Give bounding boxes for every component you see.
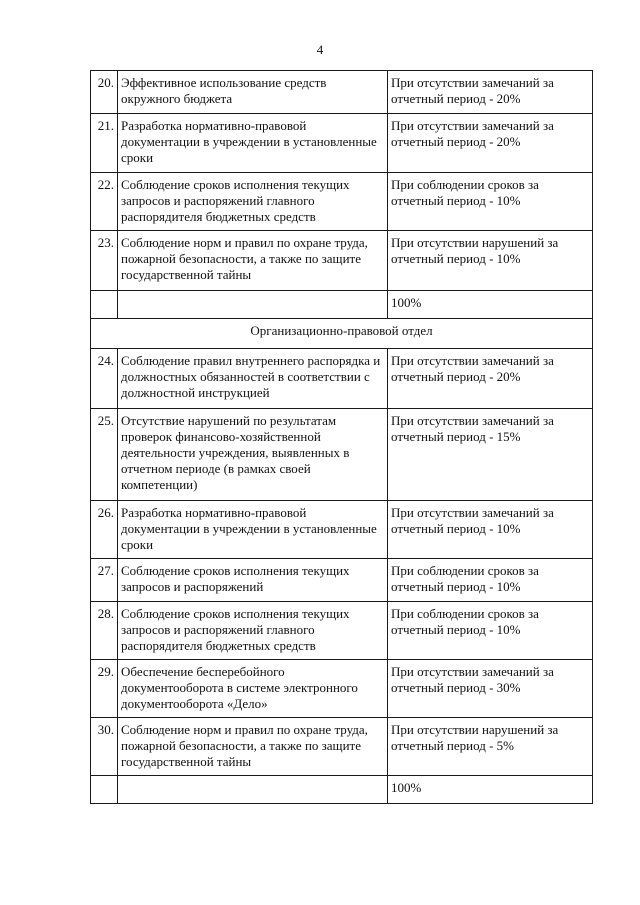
table-row [91,409,593,501]
section-row [91,319,593,349]
row-number: 21. [91,114,118,173]
total-empty-text [118,291,388,319]
table-row [91,231,593,291]
row-number: 29. [91,660,118,718]
criterion-text: Соблюдение норм и правил по охране труда, пожарной безопасности, а также по защите государственной тайны [118,231,388,291]
criterion-condition: При отсутствии замечаний за отчетный период - 30% [388,660,593,718]
table-row [91,602,593,660]
criterion-text: Соблюдение сроков исполнения текущих запросов и распоряжений [118,559,388,602]
criterion-text: Соблюдение сроков исполнения текущих запросов и распоряжений главного распорядителя бюджетных средств [118,173,388,231]
criterion-text: Отсутствие нарушений по результатам проверок финансово-хозяйственной деятельности учреждения, выявленных в отчетном периоде (в рамках своей компетенции) [118,409,388,501]
criterion-text: Соблюдение норм и правил по охране труда, пожарной безопасности, а также по защите государственной тайны [118,718,388,776]
table-row [91,660,593,718]
total-row [91,776,593,804]
table-row [91,501,593,559]
page-number: 4 [316,42,324,57]
table-row [91,349,593,409]
criterion-condition: При отсутствии нарушений за отчетный период - 5% [388,718,593,776]
total-empty-num [91,776,118,804]
criterion-condition: При соблюдении сроков за отчетный период - 10% [388,602,593,660]
table-row [91,71,593,114]
section-title: Организационно-правовой отдел [91,319,593,349]
table-row [91,718,593,776]
row-number: 27. [91,559,118,602]
row-number: 24. [91,349,118,409]
criterion-condition: При соблюдении сроков за отчетный период - 10% [388,559,593,602]
criterion-condition: При соблюдении сроков за отчетный период - 10% [388,173,593,231]
criterion-condition: При отсутствии замечаний за отчетный период - 15% [388,409,593,501]
criterion-text: Соблюдение сроков исполнения текущих запросов и распоряжений главного распорядителя бюджетных средств [118,602,388,660]
criterion-condition: При отсутствии замечаний за отчетный период - 10% [388,501,593,559]
criterion-text: Разработка нормативно-правовой документации в учреждении в установленные сроки [118,114,388,173]
total-value: 100% [388,776,593,804]
table-row [91,173,593,231]
row-number: 23. [91,231,118,291]
row-number: 28. [91,602,118,660]
total-empty-num [91,291,118,319]
total-value: 100% [388,291,593,319]
criterion-text: Эффективное использование средств окружного бюджета [118,71,388,114]
table-row [91,114,593,173]
total-empty-text [118,776,388,804]
criterion-condition: При отсутствии замечаний за отчетный период - 20% [388,349,593,409]
row-number: 22. [91,173,118,231]
criterion-condition: При отсутствии замечаний за отчетный период - 20% [388,71,593,114]
criterion-condition: При отсутствии замечаний за отчетный период - 20% [388,114,593,173]
criterion-text: Разработка нормативно-правовой документации в учреждении в установленные сроки [118,501,388,559]
total-row [91,291,593,319]
criterion-text: Обеспечение бесперебойного документооборота в системе электронного документооборота «Дело» [118,660,388,718]
criteria-table [90,70,593,804]
table-row [91,559,593,602]
criterion-text: Соблюдение правил внутреннего распорядка и должностных обязанностей в соответствии с должностной инструкцией [118,349,388,409]
row-number: 30. [91,718,118,776]
row-number: 26. [91,501,118,559]
criterion-condition: При отсутствии нарушений за отчетный период - 10% [388,231,593,291]
row-number: 25. [91,409,118,501]
row-number: 20. [91,71,118,114]
